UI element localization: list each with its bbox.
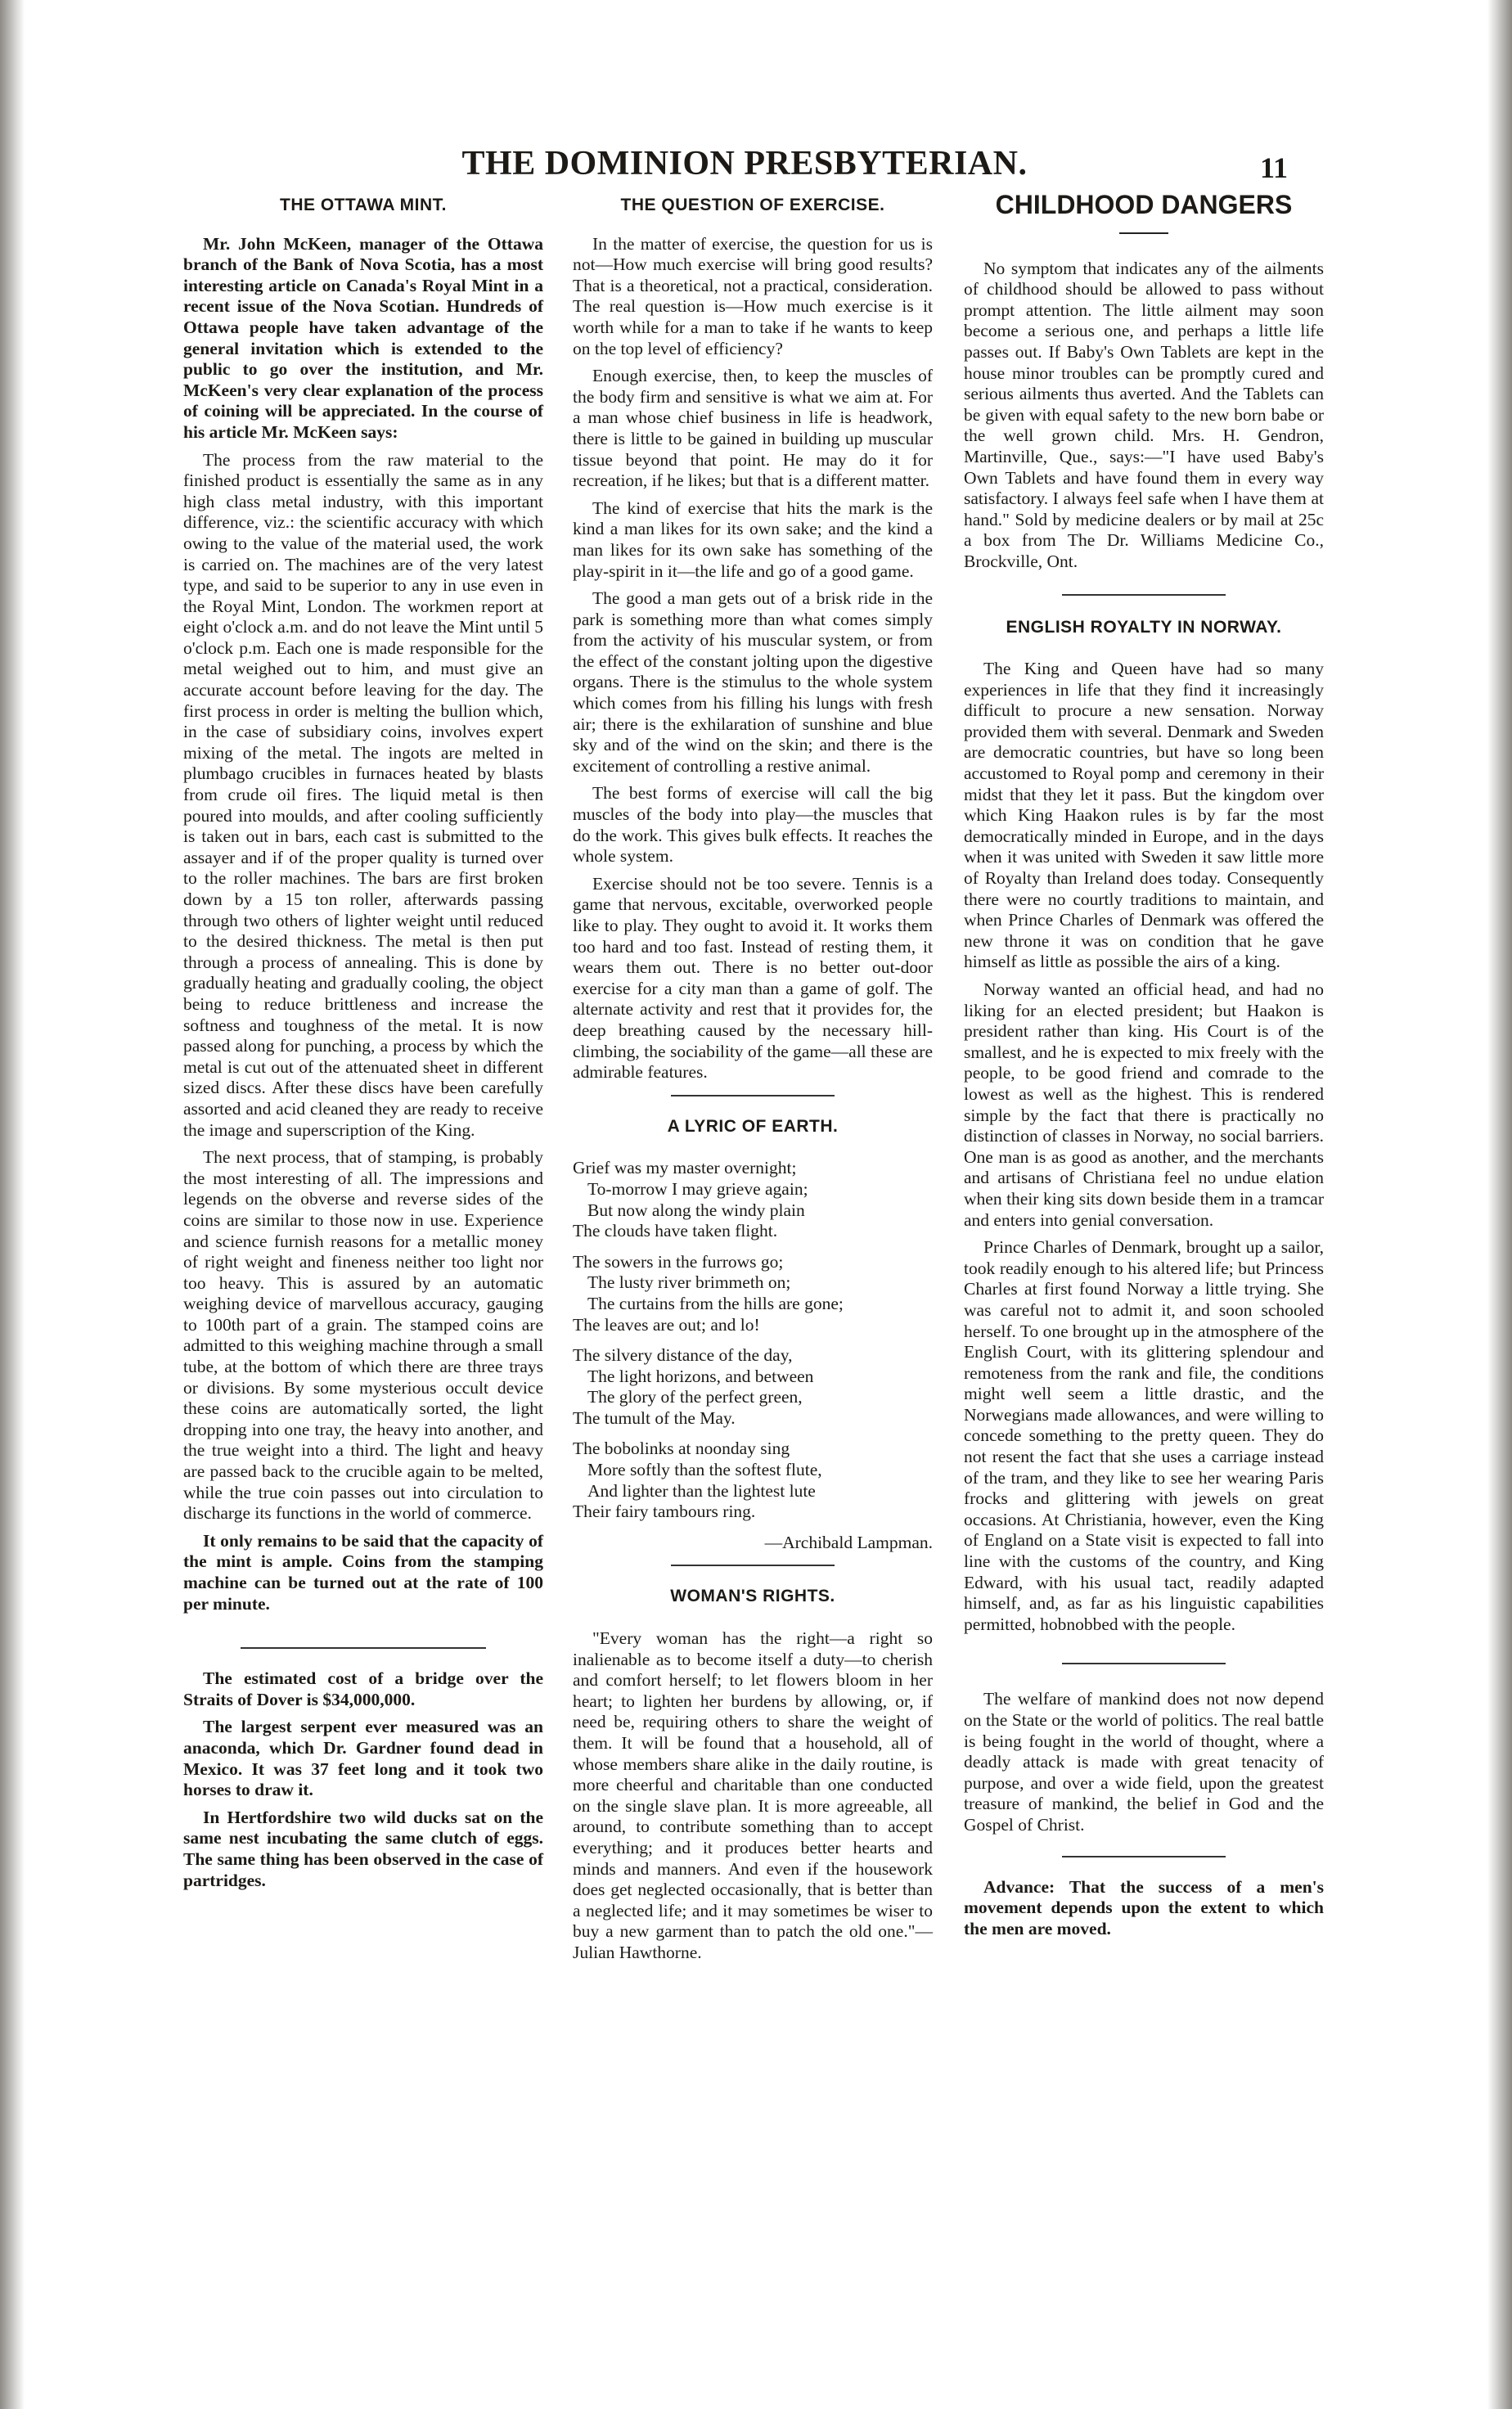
poem-line: The light horizons, and between — [587, 1366, 814, 1386]
poem-line: The glory of the perfect green, — [587, 1387, 803, 1407]
section-divider — [1062, 594, 1226, 596]
poem-line: The leaves are out; and lo! — [573, 1314, 760, 1335]
exercise-paragraph-3: The kind of exercise that hits the mark is the kind a man likes for its own sake; and the kind a man likes for its own sake has something of the play-spirit in it—the life and go of a good game. — [573, 498, 933, 581]
scan-edge-left — [0, 0, 25, 2409]
advance-quote: Advance: That the success of a men's movement depends upon the extent to which the men are moved. — [964, 1876, 1324, 1938]
heading-childhood-dangers: CHILDHOOD DANGERS — [995, 190, 1293, 219]
heading-english-royalty: ENGLISH ROYALTY IN NORWAY. — [1006, 617, 1282, 637]
poem-stanza — [573, 1252, 933, 1335]
poem-line: The clouds have taken flight. — [573, 1221, 778, 1241]
scan-edge-right — [1487, 0, 1512, 2409]
childhood-dangers-paragraph: No symptom that indicates any of the ailments of childhood should be allowed to pass without prompt attention. The little ailment may soon become a serious one, and perhaps a little life passes out. If Baby's Own Tablets are kept in the house minor troubles can be promptly cured and serious ailments thus averted. And the Tablets can be given with equal safety to the new born babe or the well grown child. Mrs. H. Gendron, Martinville, Que., says:—"I have used Baby's Own Tablets and have found them in every way satisfactory. I always feel safe when I have them at hand." Sold by medicine dealers or by mail at 25c a box from The Dr. Williams Medicine Co., Brockville, Ont. — [964, 258, 1324, 571]
section-divider — [671, 1565, 835, 1566]
note-ducks: In Hertfordshire two wild ducks sat on the same nest incubating the same clutch of eggs. The same thing has been observed in the case of partridges. — [183, 1807, 543, 1890]
note-serpent: The largest serpent ever measured was an anaconda, which Dr. Gardner found dead in Mexico. It was 37 feet long and it took two horses to draw it. — [183, 1717, 543, 1800]
poem-line: Grief was my master overnight; — [573, 1158, 797, 1178]
poem-line: The silvery distance of the day, — [573, 1345, 793, 1366]
royalty-paragraph-3: Prince Charles of Denmark, brought up a sailor, took readily enough to his altered life; but Princess Charles at first found Norway a little trying. She was careful not to admit it, and soon schooled herself. To one brought up in the atmosphere of the English Court, with its glittering splendour and remoteness from the rank and file, the conditions might well seem a little drastic, and the Norwegians made allowances, and were willing to concede something to the pretty queen. They do not resent the fact that she uses a carriage instead of the tram, and they like to see her wearing Paris frocks and glittering with jewels on great occasions. At Christiania, however, even the King of England on a State visit is expected to fall into line with the customs of the country, and King Edward, with his usual tact, readily adapted himself, and, as far as his linguistic capabilities permitted, hobnobbed with the people. — [964, 1237, 1324, 1634]
poem-line: The lusty river brimmeth on; — [587, 1272, 791, 1293]
royalty-paragraph-2: Norway wanted an official head, and had no liking for an elected president; but Haakon is president rather than king. His Court is of the smallest, and he is expected to mix freely with the people, to be good friend and comrade to the lowest as well as the highest. This is rendered simple by the fact that there is practically no distinction of classes in Norway, no social barriers. One man is as good as another, and the merchants and artisans of Christiana feel no undue elation when their king sits down beside them in a tramcar and enters into genial conversation. — [964, 979, 1324, 1230]
column-middle — [573, 195, 933, 1970]
section-divider — [671, 1095, 835, 1096]
poem-stanza — [573, 1158, 933, 1241]
section-divider — [1062, 1663, 1226, 1664]
mint-capacity-paragraph: It only remains to be said that the capacity of the mint is ample. Coins from the stamping machine can be turned out at the rate of 100 per minute. — [183, 1530, 543, 1614]
royalty-paragraph-1: The King and Queen have had so many experiences in life that they find it increasingly difficult to procure a new sensation. Norway provided them with several. Denmark and Sweden are democratic countries, but have so long been accustomed to Royal pomp and ceremony in their midst that they let it pass. But the kingdom over which King Haakon rules is by far the most democratically minded in Europe, and in the days when it was united with Sweden it saw little more of Royalty than Ireland does today. Consequently there were no courtly traditions to maintain, and when Prince Charles of Denmark was offered the new throne it was on condition that he gave himself as little as possible the airs of a king. — [964, 659, 1324, 972]
poem-line: To-morrow I may grieve again; — [587, 1178, 808, 1199]
section-divider — [1062, 1856, 1226, 1857]
column-right — [964, 190, 1324, 1946]
poem-stanza — [573, 1345, 933, 1429]
mint-intro-paragraph: Mr. John McKeen, manager of the Ottawa branch of the Bank of Nova Scotia, has a most interesting article on Canada's Royal Mint in a recent issue of the Nova Scotian. Hundreds of Ottawa people have taken advantage of the general invitation which is extended to the public to go over the institution, and Mr. McKeen's very clear explanation of the process of coining will be appreciated. In the course of his article Mr. McKeen says: — [183, 233, 543, 442]
masthead-title: THE DOMINION PRESBYTERIAN. — [461, 145, 1028, 182]
poem-line: The sowers in the furrows go; — [573, 1251, 784, 1272]
page-number: 11 — [1260, 151, 1289, 184]
poem-lyric-of-earth — [573, 1158, 933, 1553]
exercise-paragraph-5: The best forms of exercise will call the big muscles of the body into play—the muscles that do the work. This gives bulk effects. It reaches the whole system. — [573, 783, 933, 867]
poem-stanza — [573, 1439, 933, 1522]
poem-line: The tumult of the May. — [573, 1407, 736, 1428]
mint-process-paragraph: The process from the raw material to the finished product is essentially the same as in any high class metal industry, with this important difference, viz.: the scientific accuracy with which owing to the value of the material used, the work is carried on. The machines are of the very latest type, and said to be superior to any in use even in the Royal Mint, London. The workmen report at eight o'clock a.m. and do not leave the Mint until 5 o'clock p.m. Each one is made responsible for the metal weighed out to him, and must give an accurate account before leaving for the day. The first process in order is melting the bullion which, in the case of subsidiary coins, involves expert mixing of the metal. The ingots are melted in plumbago crucibles in furnaces heated by blasts from crude oil fires. The liquid metal is then poured into moulds, and after cooling sufficiently is taken out in bars, each cast is submitted to the assayer and if of the proper quality is turned over to the roller machines. The bars are first broken down by a 15 ton roller, afterwards passing through two others of lighter weight until reduced to the desired thickness. The metal is then put through a process of annealing. This is done by gradually heating and gradually cooling, the object being to reduce brittleness and increase the softness and toughness of the metal. It is now passed along for punching, a process by which the metal is cut out of the attenuated sheet in different sized discs. After these discs have been carefully assorted and acid cleaned they are ready to receive the image and superscription of the King. — [183, 449, 543, 1140]
column-left — [183, 195, 543, 1898]
heading-womans-rights: WOMAN'S RIGHTS. — [670, 1587, 835, 1606]
heading-underline — [1119, 232, 1168, 234]
welfare-paragraph: The welfare of mankind does not now depend on the State or the world of politics. The real battle is being fought in the world of thought, where a deadly attack is made with great tenacity of purpose, and over a wide field, upon the greatest treasure of mankind, the belief in God and the Gospel of Christ. — [964, 1689, 1324, 1835]
section-divider — [241, 1647, 486, 1649]
poem-line: Their fairy tambours ring. — [573, 1502, 756, 1522]
womans-rights-paragraph: "Every woman has the right—a right so inalienable as to become itself a duty—to cherish and comfort herself; to let flowers bloom in her heart; to lighten her burdens by allowing, or, if need be, requiring others to share the weight of them. It will be found that a household, all of whose members share alike in the daily routine, is more cheerful and charitable than one conducted on the single slave plan. It is more agreeable, all around, to contribute something than to accept everything; and it produces better hearts and minds and manners. And even if the housework does get neglected occasionally, that is better than a neglected life; and it may sometimes be wiser to buy a new garment than to patch the old one."—Julian Hawthorne. — [573, 1628, 933, 1962]
poem-attribution: —Archibald Lampman. — [764, 1532, 933, 1552]
heading-ottawa-mint: THE OTTAWA MINT. — [280, 196, 447, 214]
poem-line: But now along the windy plain — [587, 1200, 805, 1220]
note-bridge: The estimated cost of a bridge over the Straits of Dover is $34,000,000. — [183, 1668, 543, 1709]
poem-line: More softly than the softest flute, — [587, 1460, 822, 1480]
heading-question-of-exercise: THE QUESTION OF EXERCISE. — [620, 196, 885, 214]
poem-line: The curtains from the hills are gone; — [587, 1293, 844, 1313]
exercise-paragraph-1: In the matter of exercise, the question for us is not—How much exercise will bring good results? That is a theoretical, not a practical, consideration. The real question is—How much exercise is it worth while for a man to take if he wants to keep on the top level of efficiency? — [573, 233, 933, 358]
exercise-paragraph-2: Enough exercise, then, to keep the muscles of the body firm and sensitive is what we aim at. For a man whose chief business in life is headwork, there is little to be gained in building up muscular tissue beyond that point. He may do it for recreation, if he likes; but that is a different matter. — [573, 366, 933, 491]
heading-lyric-of-earth: A LYRIC OF EARTH. — [667, 1116, 839, 1136]
exercise-paragraph-4: The good a man gets out of a brisk ride in the park is something more than what comes simply from the activity of his muscular system, or from the effect of the constant jolting upon the digestive organs. There is the stimulus to the whole system which comes from his filling his lungs with fresh air; there is the exhilaration of sunshine and blue sky and of the wind on the skin; and there is the excitement of controlling a restive animal. — [573, 588, 933, 776]
poem-line: And lighter than the lightest lute — [587, 1480, 816, 1501]
poem-line: The bobolinks at noonday sing — [573, 1439, 790, 1459]
mint-stamping-paragraph: The next process, that of stamping, is probably the most interesting of all. The impressions and legends on the obverse and reverse sides of the coins are similar to those now in use. Experience and science furnish reasons for a metallic money of right weight and fineness neither too light nor too heavy. This is assured by an automatic weighing device of marvellous accuracy, gauging to 100th part of a grain. The stamped coins are admitted to this weighing machine through a small tube, at the bottom of which there are three trays or divisions. By some mysterious occult device these coins are automatically sorted, the light dropping into one tray, the heavy into another, and the true weight into a third. The light and heavy are passed back to the crucible again to be melted, while the true coin passes out into circulation to discharge its functions in the world of commerce. — [183, 1147, 543, 1524]
exercise-paragraph-6: Exercise should not be too severe. Tennis is a game that nervous, excitable, overworked people like to play. They ought to avoid it. It works them too hard and too fast. Instead of resting them, it wears them out. There is no better out-door exercise for a city man than a game of golf. The alternate activity and rest that it provides for, the deep breathing caused by the necessary hill-climbing, the sociability of the game—all these are admirable features. — [573, 873, 933, 1083]
